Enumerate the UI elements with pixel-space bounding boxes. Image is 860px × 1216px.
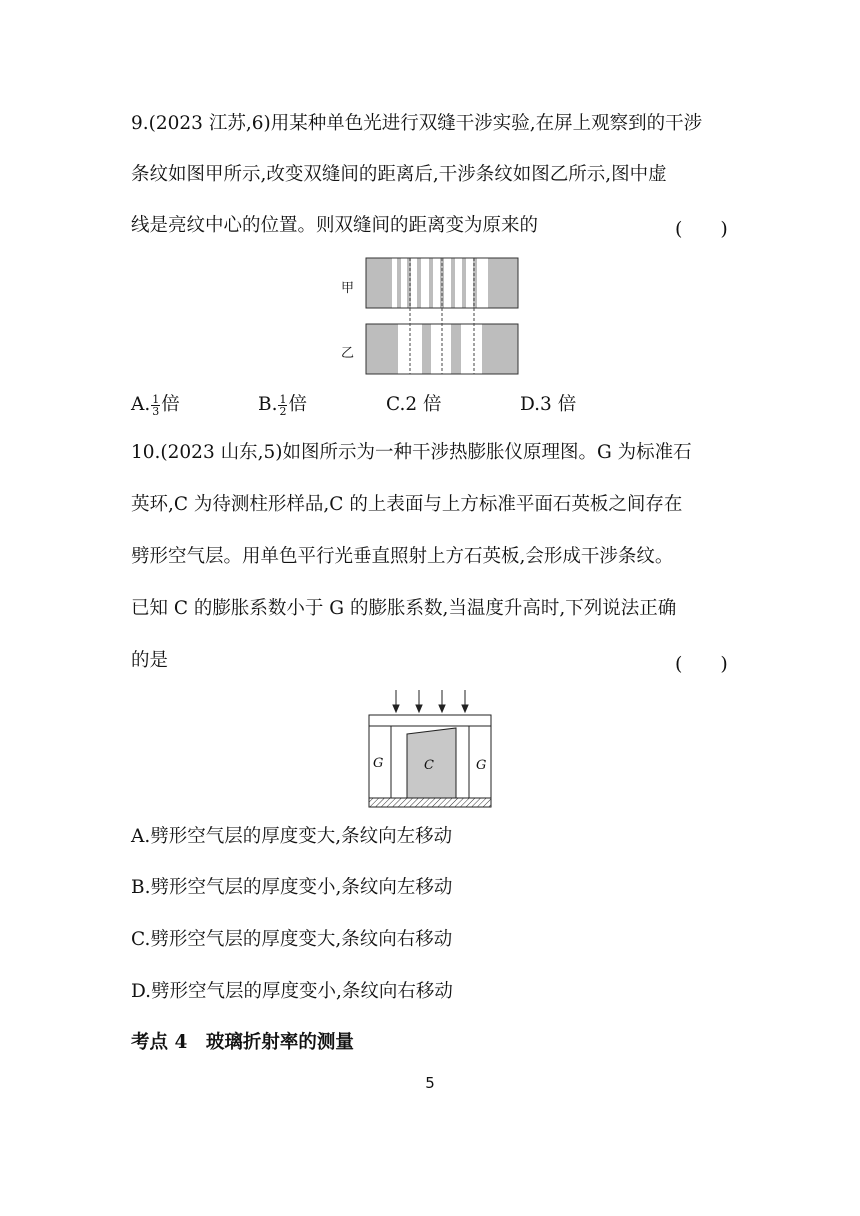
dilatometer-diagram [364,688,496,810]
fraction-one-half [278,394,287,417]
q10-option-d: D.劈形空气层的厚度变小,条纹向右移动 [131,981,453,1002]
q9-line-2: 条纹如图甲所示,改变双缝间的距离后,干涉条纹如图乙所示,图中虚 [131,164,667,185]
section-heading: 考点 4 玻璃折射率的测量 [131,1032,354,1053]
q10-option-b: B.劈形空气层的厚度变小,条纹向左移动 [131,877,453,898]
figure-label-jia: 甲 [341,281,355,296]
q9-line-1: 9.(2023 江苏,6)用某种单色光进行双缝干涉实验,在屏上观察到的干涉 [131,113,703,134]
q10-line-4: 已知 C 的膨胀系数小于 G 的膨胀系数,当温度升高时,下列说法正确 [131,598,677,619]
label-g-left: G [373,756,384,771]
option-a-prefix: A. [131,394,151,415]
q10-line-5: 的是 [131,650,169,671]
q9-option-a [131,393,180,417]
interference-fringe-figure [362,256,522,376]
label-g-right: G [476,758,487,773]
fraction-denominator: 2 [279,404,287,418]
q10-option-a: A.劈形空气层的厚度变大,条纹向左移动 [131,826,453,847]
q10-line-1: 10.(2023 山东,5)如图所示为一种干涉热膨胀仪原理图。G 为标准石 [131,442,692,463]
option-b-prefix: B. [258,394,278,415]
option-b-suffix: 倍 [288,394,307,415]
label-c: C [424,758,434,773]
q9-option-d: D.3 倍 [520,394,577,415]
q10-option-c: C.劈形空气层的厚度变大,条纹向右移动 [131,929,453,950]
q10-line-3: 劈形空气层。用单色平行光垂直照射上方石英板,会形成干涉条纹。 [131,546,674,567]
q9-option-b [258,393,307,417]
incident-light-arrows [393,690,468,712]
q10-line-2: 英环,C 为待测柱形样品,C 的上表面与上方标准平面石英板之间存在 [131,494,683,515]
fraction-numerator: 1 [279,392,287,406]
q9-line-3: 线是亮纹中心的位置。则双缝间的距离变为原来的 [131,215,539,236]
base-plate-hatched [369,798,491,807]
quartz-flat-plate [369,715,491,726]
q9-answer-bracket: ( ) [675,218,728,240]
figure-label-yi: 乙 [341,346,355,361]
page-number: 5 [425,1074,435,1092]
fraction-numerator: 1 [152,392,160,406]
q9-option-c: C.2 倍 [386,394,442,415]
option-a-suffix: 倍 [161,394,180,415]
fraction-denominator: 3 [152,404,160,418]
q10-answer-bracket: ( ) [675,653,728,675]
fraction-one-third [151,394,160,417]
